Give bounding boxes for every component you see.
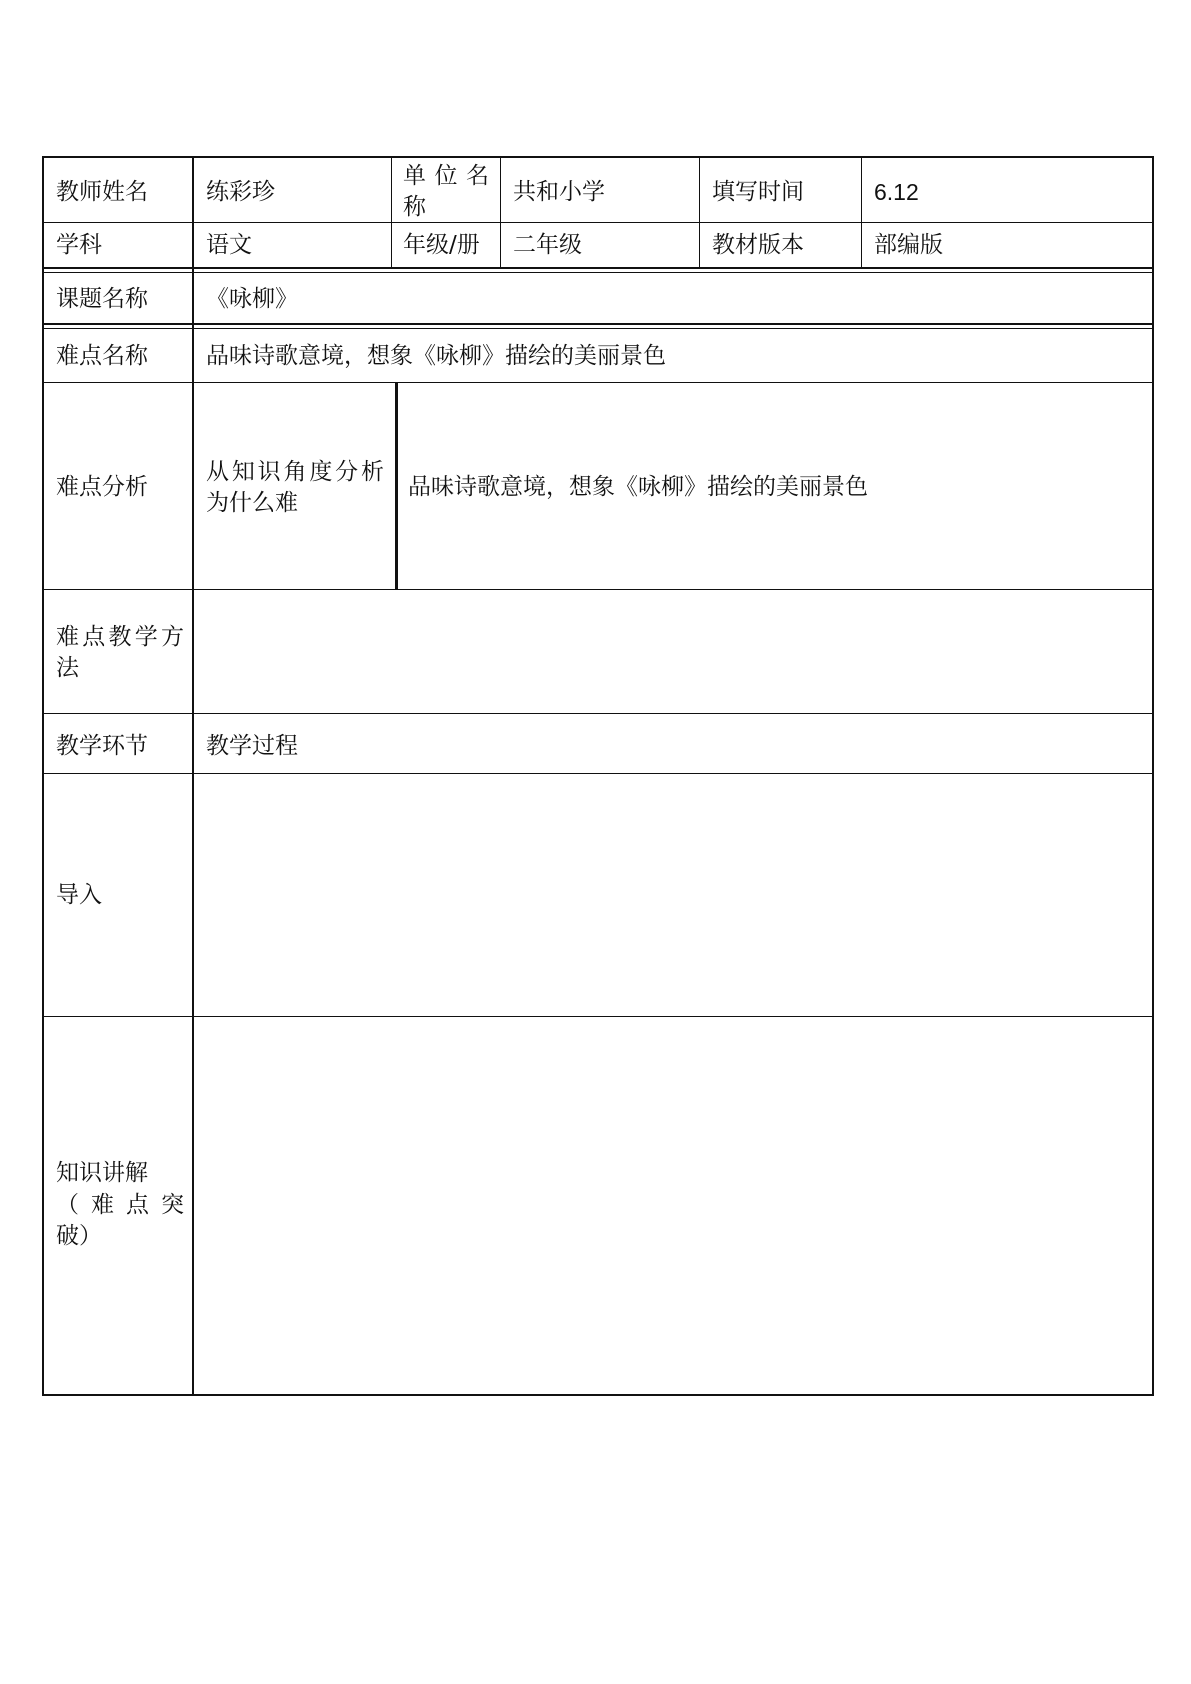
- column-divider: [192, 156, 194, 1396]
- process-value: 教学过程: [206, 733, 298, 759]
- grade-value: 二年级: [513, 232, 582, 258]
- difficulty-label: 难点名称: [56, 343, 148, 369]
- edition-value: 部编版: [874, 232, 943, 258]
- difficulty-value: 品味诗歌意境，想象《咏柳》描绘的美丽景色: [206, 343, 666, 369]
- explain-label-cont2: 破）: [56, 1223, 102, 1249]
- column-divider: [391, 156, 392, 268]
- row-divider: [42, 713, 1154, 714]
- topic-label: 课题名称: [56, 286, 148, 312]
- subject-label: 学科: [56, 232, 102, 258]
- analysis-value: 品味诗歌意境，想象《咏柳》描绘的美丽景色: [408, 474, 868, 500]
- row-divider: [42, 222, 1154, 223]
- row-divider: [42, 267, 1154, 269]
- explain-label-cont: （ 难 点 突: [56, 1192, 184, 1218]
- row-divider: [42, 272, 1154, 273]
- column-divider: [699, 156, 700, 268]
- analysis-sub-label-cont: 为什么难: [206, 490, 298, 516]
- topic-value: 《咏柳》: [206, 286, 298, 312]
- process-label: 教学环节: [56, 733, 148, 759]
- teacher-name-label: 教师姓名: [56, 179, 148, 205]
- row-divider: [42, 773, 1154, 774]
- edition-label: 教材版本: [712, 232, 804, 258]
- row-divider: [42, 323, 1154, 325]
- analysis-sub-label: 从知识角度分析: [206, 459, 384, 485]
- column-divider: [500, 156, 501, 268]
- unit-name-label-cont: 称: [403, 194, 426, 220]
- fill-date-value: 6.12: [874, 179, 919, 205]
- fill-date-label: 填写时间: [712, 179, 804, 205]
- analysis-label: 难点分析: [56, 474, 148, 500]
- column-divider: [861, 156, 862, 268]
- subject-value: 语文: [206, 232, 252, 258]
- grade-label: 年级/册: [403, 232, 480, 258]
- row-divider: [42, 382, 1154, 383]
- row-divider: [42, 328, 1154, 329]
- explain-label: 知识讲解: [56, 1160, 148, 1186]
- teacher-name-value: 练彩珍: [206, 179, 275, 205]
- method-label-cont: 法: [56, 655, 79, 681]
- method-label: 难点教学方: [56, 624, 184, 650]
- column-divider: [395, 382, 398, 590]
- unit-name-label: 单 位 名: [403, 163, 489, 189]
- row-divider: [42, 589, 1154, 590]
- unit-name-value: 共和小学: [513, 179, 605, 205]
- intro-label: 导入: [56, 882, 102, 908]
- row-divider: [42, 1016, 1154, 1017]
